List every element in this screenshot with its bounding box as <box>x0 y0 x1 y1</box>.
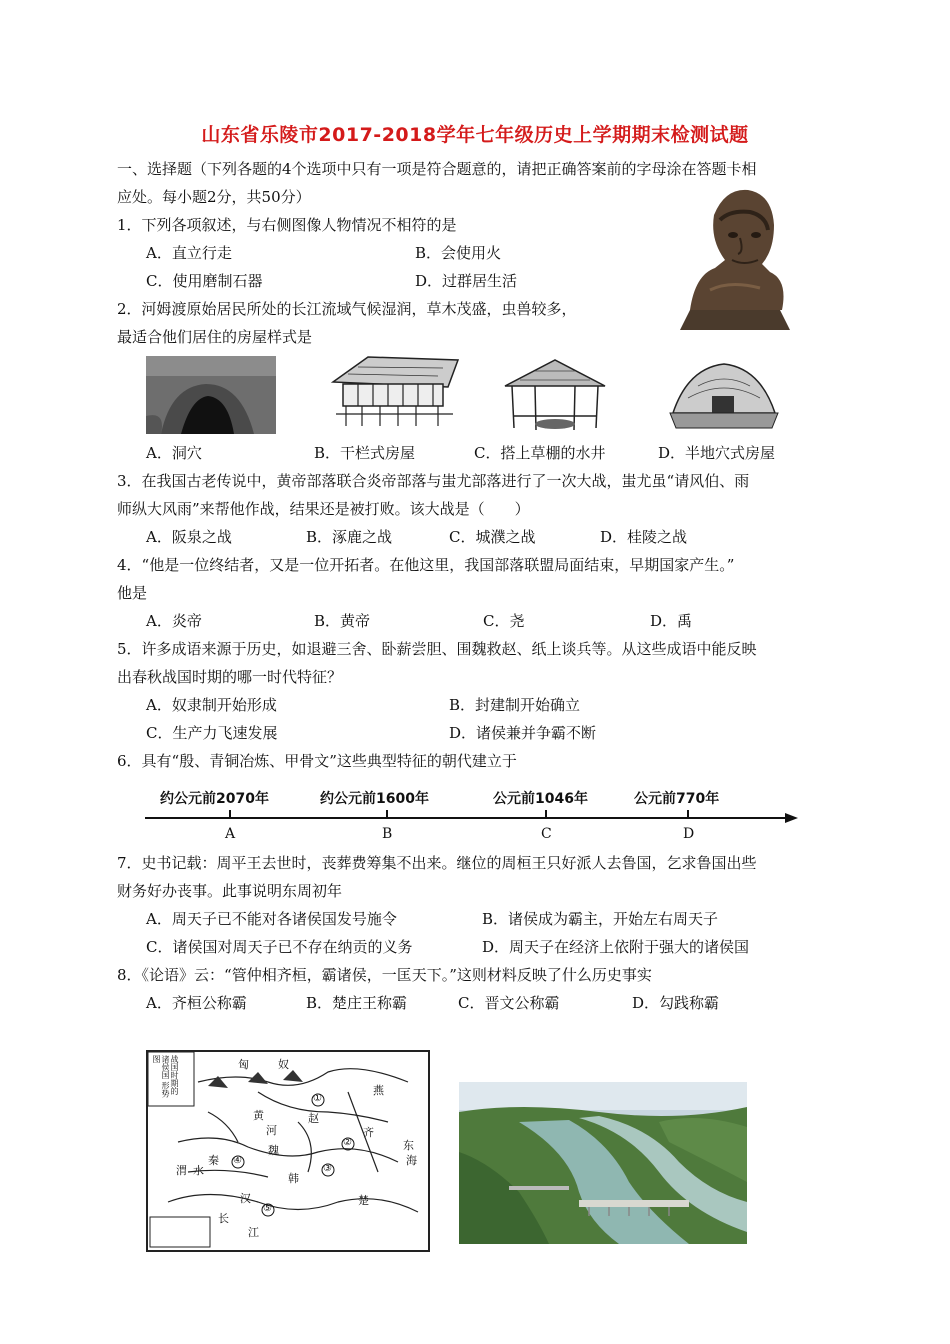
q2-option-c[interactable]: C．搭上草棚的水井 <box>474 444 606 462</box>
q4-option-a[interactable]: A．炎帝 <box>146 612 202 630</box>
warring-states-map <box>146 1050 430 1252</box>
q2-option-b[interactable]: B．干栏式房屋 <box>314 444 416 462</box>
map-label-chu: 楚 <box>358 1194 369 1207</box>
map-title-2: 诸侯国 <box>161 1055 170 1079</box>
q1-option-d[interactable]: D．过群居生活 <box>415 272 518 290</box>
stilt-house-image <box>328 352 463 432</box>
timeline-label-d: 公元前770年 <box>634 791 720 807</box>
timeline-label-c: 公元前1046年 <box>493 791 588 807</box>
q4-stem-2: 他是 <box>117 584 148 602</box>
q8-option-a[interactable]: A．齐桓公称霸 <box>146 994 247 1012</box>
map-circle-4: ④ <box>233 1155 242 1166</box>
map-label-huang: 黄 <box>253 1109 264 1122</box>
map-circle-2: ② <box>343 1137 352 1148</box>
q5-stem-1: 5．许多成语来源于历史，如退避三舍、卧薪尝胆、围魏救赵、纸上谈兵等。从这些成语中能反映 <box>117 640 757 658</box>
q5-option-d[interactable]: D．诸侯兼并争霸不断 <box>449 724 597 742</box>
map-label-hai: 海 <box>406 1154 417 1167</box>
map-label-he: 河 <box>266 1124 277 1137</box>
map-label-shui: 水 <box>193 1164 204 1177</box>
q2-stem-1: 2．河姆渡原始居民所处的长江流域气候湿润，草木茂盛，虫兽较多， <box>117 300 577 318</box>
q7-option-c[interactable]: C．诸侯国对周天子已不存在纳贡的义务 <box>146 938 413 956</box>
q6-stem: 6．具有“殷、青铜冶炼、甲骨文”这些典型特征的朝代建立于 <box>117 752 517 770</box>
map-title-1: 战国时期的 <box>170 1055 179 1095</box>
q8-stem: 8．《论语》云：“管仲相齐桓，霸诸侯，一匡天下。”这则材料反映了什么历史事实 <box>117 966 652 984</box>
map-circle-3: ③ <box>323 1163 332 1174</box>
q3-option-a[interactable]: A．阪泉之战 <box>146 528 232 546</box>
timeline-letter-a[interactable]: A <box>225 826 236 842</box>
q7-stem-2: 财务好办丧事。此事说明东周初年 <box>117 882 343 900</box>
q8-option-c[interactable]: C．晋文公称霸 <box>458 994 560 1012</box>
map-label-dong: 东 <box>403 1139 414 1152</box>
q7-option-d[interactable]: D．周天子在经济上依附于强大的诸侯国 <box>482 938 750 956</box>
q1-stem: 1．下列各项叙述，与右侧图像人物情况不相符的是 <box>117 216 457 234</box>
map-label-jiang: 江 <box>248 1226 259 1239</box>
dujiangyan-photo <box>459 1082 747 1244</box>
q2-option-d[interactable]: D．半地穴式房屋 <box>658 444 776 462</box>
q3-stem-2: 师纵大风雨”来帮他作战，结果还是被打败。该大战是（ ） <box>117 500 530 518</box>
q1-option-a[interactable]: A．直立行走 <box>146 244 232 262</box>
timeline-letter-b[interactable]: B <box>382 826 393 842</box>
map-label-nu: 奴 <box>278 1058 289 1071</box>
q1-option-c[interactable]: C．使用磨制石器 <box>146 272 263 290</box>
page-title: 山东省乐陵市2017-2018学年七年级历史上学期期末检测试题 <box>201 124 749 146</box>
q3-option-b[interactable]: B．涿鹿之战 <box>306 528 393 546</box>
q7-option-a[interactable]: A．周天子已不能对各诸侯国发号施令 <box>146 910 397 928</box>
q2-stem-2: 最适合他们居住的房屋样式是 <box>117 328 313 346</box>
map-label-wei: 魏 <box>268 1144 279 1157</box>
thatched-well-image <box>500 356 610 434</box>
timeline-letter-c[interactable]: C <box>541 826 552 842</box>
q7-option-b[interactable]: B．诸侯成为霸主，开始左右周天子 <box>482 910 719 928</box>
q1-option-b[interactable]: B．会使用火 <box>415 244 502 262</box>
timeline-label-b: 约公元前1600年 <box>320 791 429 807</box>
map-label-han-river: 汉 <box>240 1192 251 1205</box>
map-label-xiong: 匈 <box>238 1058 249 1071</box>
q5-option-c[interactable]: C．生产力飞速发展 <box>146 724 278 742</box>
q5-stem-2: 出春秋战国时期的哪一时代特征？ <box>117 668 343 686</box>
q6-timeline <box>140 780 800 850</box>
section-instructions-1: 一、选择题（下列各题的4个选项中只有一项是符合题意的，请把正确答案前的字母涂在答题卡相 <box>117 160 757 178</box>
q3-stem-1: 3．在我国古老传说中，黄帝部落联合炎帝部落与蚩尤部落进行了一次大战，蚩尤虽“请风伯、雨 <box>117 472 750 490</box>
q3-option-c[interactable]: C．城濮之战 <box>449 528 536 546</box>
q8-option-b[interactable]: B．楚庄王称霸 <box>306 994 408 1012</box>
q4-stem-1: 4．“他是一位终结者，又是一位开拓者。在他这里，我国部落联盟局面结束，早期国家产生。” <box>117 556 735 574</box>
map-title-3: 形势图 <box>152 1055 170 1098</box>
timeline-letter-d[interactable]: D <box>683 826 695 842</box>
map-circle-1: ① <box>313 1093 322 1104</box>
map-label-chang: 长 <box>218 1212 229 1225</box>
q2-option-a[interactable]: A．洞穴 <box>146 444 202 462</box>
map-label-qin: 秦 <box>208 1154 219 1167</box>
cave-image <box>146 356 276 434</box>
map-label-han: 韩 <box>288 1172 299 1185</box>
map-circle-5: ⑤ <box>263 1203 272 1214</box>
map-label-yan: 燕 <box>373 1084 384 1097</box>
map-label-zhao: 赵 <box>308 1112 319 1125</box>
q5-option-b[interactable]: B．封建制开始确立 <box>449 696 581 714</box>
map-label-wei-river: 渭 <box>176 1164 187 1177</box>
map-label-qi: 齐 <box>363 1126 374 1139</box>
q7-stem-1: 7．史书记载：周平王去世时，丧葬费筹集不出来。继位的周桓王只好派人去鲁国，乞求鲁国出些 <box>117 854 757 872</box>
q8-option-d[interactable]: D．勾践称霸 <box>632 994 720 1012</box>
q5-option-a[interactable]: A．奴隶制开始形成 <box>146 696 277 714</box>
q4-option-b[interactable]: B．黄帝 <box>314 612 371 630</box>
timeline-label-a: 约公元前2070年 <box>160 791 269 807</box>
section-instructions-2: 应处。每小题2分，共50分） <box>117 188 311 206</box>
peking-man-bust-image <box>670 180 800 340</box>
q4-option-c[interactable]: C．尧 <box>483 612 525 630</box>
semi-subterranean-house-image <box>668 358 780 434</box>
q3-option-d[interactable]: D．桂陵之战 <box>600 528 688 546</box>
q4-option-d[interactable]: D．禹 <box>650 612 693 630</box>
